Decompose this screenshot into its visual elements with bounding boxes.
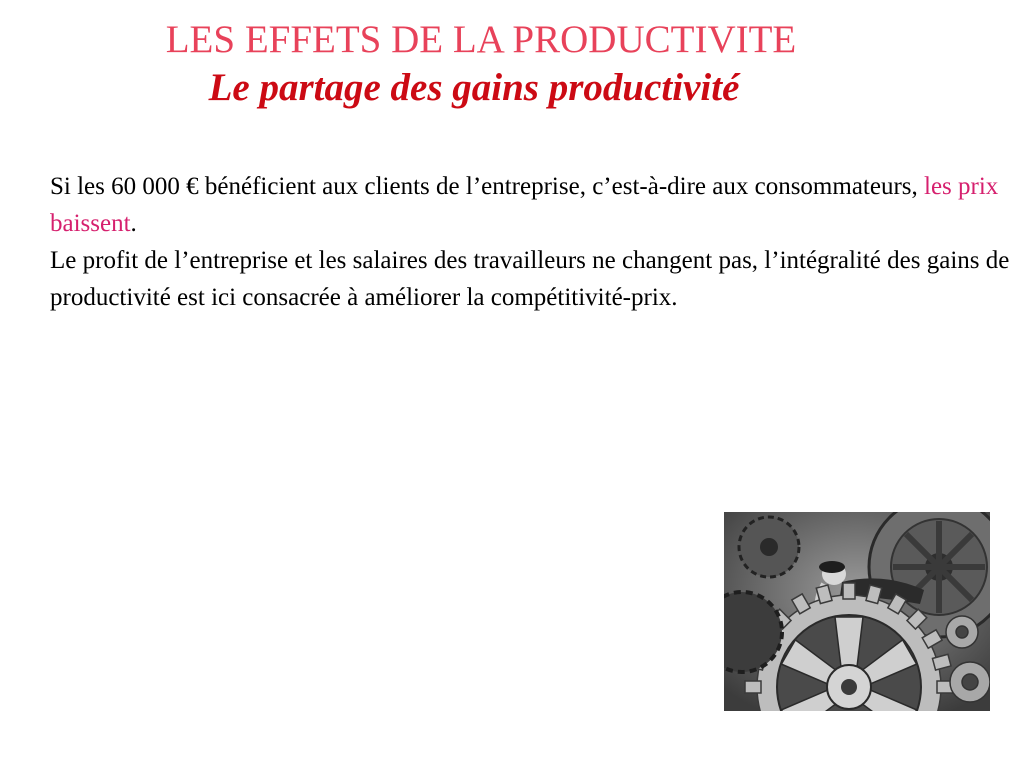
slide-subtitle: Le partage des gains productivité [208, 66, 740, 109]
slide-title: LES EFFETS DE LA PRODUCTIVITE [165, 18, 797, 61]
small-gear [739, 517, 799, 577]
slide-body [50, 168, 1020, 316]
paragraph-profit: Le profit de l’entreprise et les salaires des travailleurs ne changent pas, l’intégralité des gains de productivité est ici consacrée à améliorer la compétitivité-prix. [50, 247, 1010, 311]
gears-illustration [724, 512, 990, 711]
paragraph-clients [50, 168, 1020, 242]
gears-machine-photo [724, 512, 990, 711]
highlight-prices-drop: les prix baissent [50, 173, 999, 237]
left-cog [724, 592, 782, 672]
paragraph-clients-end: . [130, 210, 137, 237]
paragraph-clients-text: Si les 60 000 € bénéficient aux clients de l’entreprise, c’est-à-dire aux consommateurs, [50, 173, 925, 200]
